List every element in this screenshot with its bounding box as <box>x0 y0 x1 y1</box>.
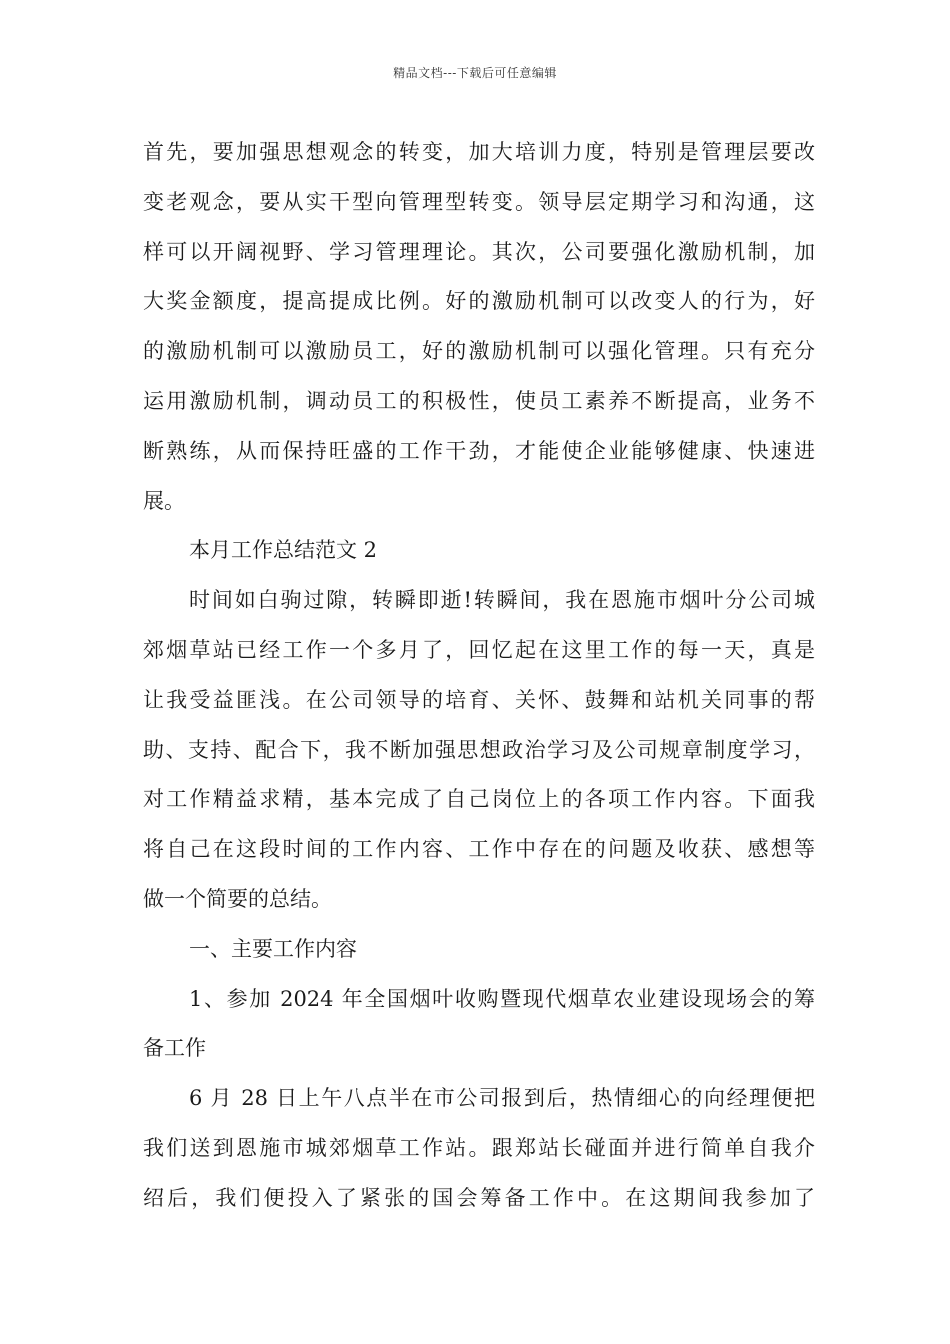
text-line: 6 月 28 日上午八点半在市公司报到后，热情细心的向经理便把 <box>189 1086 815 1111</box>
text-line: 我们送到恩施市城郊烟草工作站。跟郑站长碰面并进行简单自我介 <box>143 1135 815 1160</box>
text-line: 大奖金额度，提高提成比例。好的激励机制可以改变人的行为，好 <box>143 289 815 314</box>
text-line: 让我受益匪浅。在公司领导的培育、关怀、鼓舞和站机关同事的帮 <box>143 687 815 712</box>
text-line: 本月工作总结范文 2 <box>189 538 378 563</box>
page-header: 精品文档---下载后可任意编辑 <box>393 66 557 80</box>
text-line: 一、主要工作内容 <box>189 936 357 961</box>
text-line: 绍后，我们便投入了紧张的国会筹备工作中。在这期间我参加了 <box>143 1185 815 1210</box>
text-line: 展。 <box>143 488 185 513</box>
text-line: 做一个简要的总结。 <box>143 886 332 911</box>
text-line: 断熟练，从而保持旺盛的工作干劲，才能使企业能够健康、快速进 <box>143 438 815 463</box>
document-body <box>143 128 815 1224</box>
text-line: 助、支持、配合下，我不断加强思想政治学习及公司规章制度学习， <box>143 737 815 762</box>
paragraph <box>143 576 815 925</box>
text-line: 的激励机制可以激励员工，好的激励机制可以强化管理。只有充分 <box>143 339 815 364</box>
text-line: 将自己在这段时间的工作内容、工作中存在的问题及收获、感想等 <box>143 837 815 862</box>
section-heading <box>143 925 815 975</box>
text-line: 郊烟草站已经工作一个多月了，回忆起在这里工作的每一天，真是 <box>143 637 815 662</box>
paragraph <box>143 1074 815 1223</box>
numbered-item <box>143 975 815 1075</box>
text-line: 样可以开阔视野、学习管理理论。其次，公司要强化激励机制，加 <box>143 239 815 264</box>
text-line: 变老观念，要从实干型向管理型转变。领导层定期学习和沟通，这 <box>143 189 815 214</box>
text-line: 时间如白驹过隙，转瞬即逝!转瞬间，我在恩施市烟叶分公司城 <box>189 588 815 613</box>
text-line: 备工作 <box>143 1036 206 1061</box>
paragraph <box>143 128 815 526</box>
text-line: 运用激励机制，调动员工的积极性，使员工素养不断提高，业务不 <box>143 388 815 413</box>
text-line: 1、参加 2024 年全国烟叶收购暨现代烟草农业建设现场会的筹 <box>189 986 815 1011</box>
text-line: 首先，要加强思想观念的转变，加大培训力度，特别是管理层要改 <box>143 140 815 164</box>
section-title <box>143 526 815 576</box>
text-line: 对工作精益求精，基本完成了自己岗位上的各项工作内容。下面我 <box>143 787 815 812</box>
